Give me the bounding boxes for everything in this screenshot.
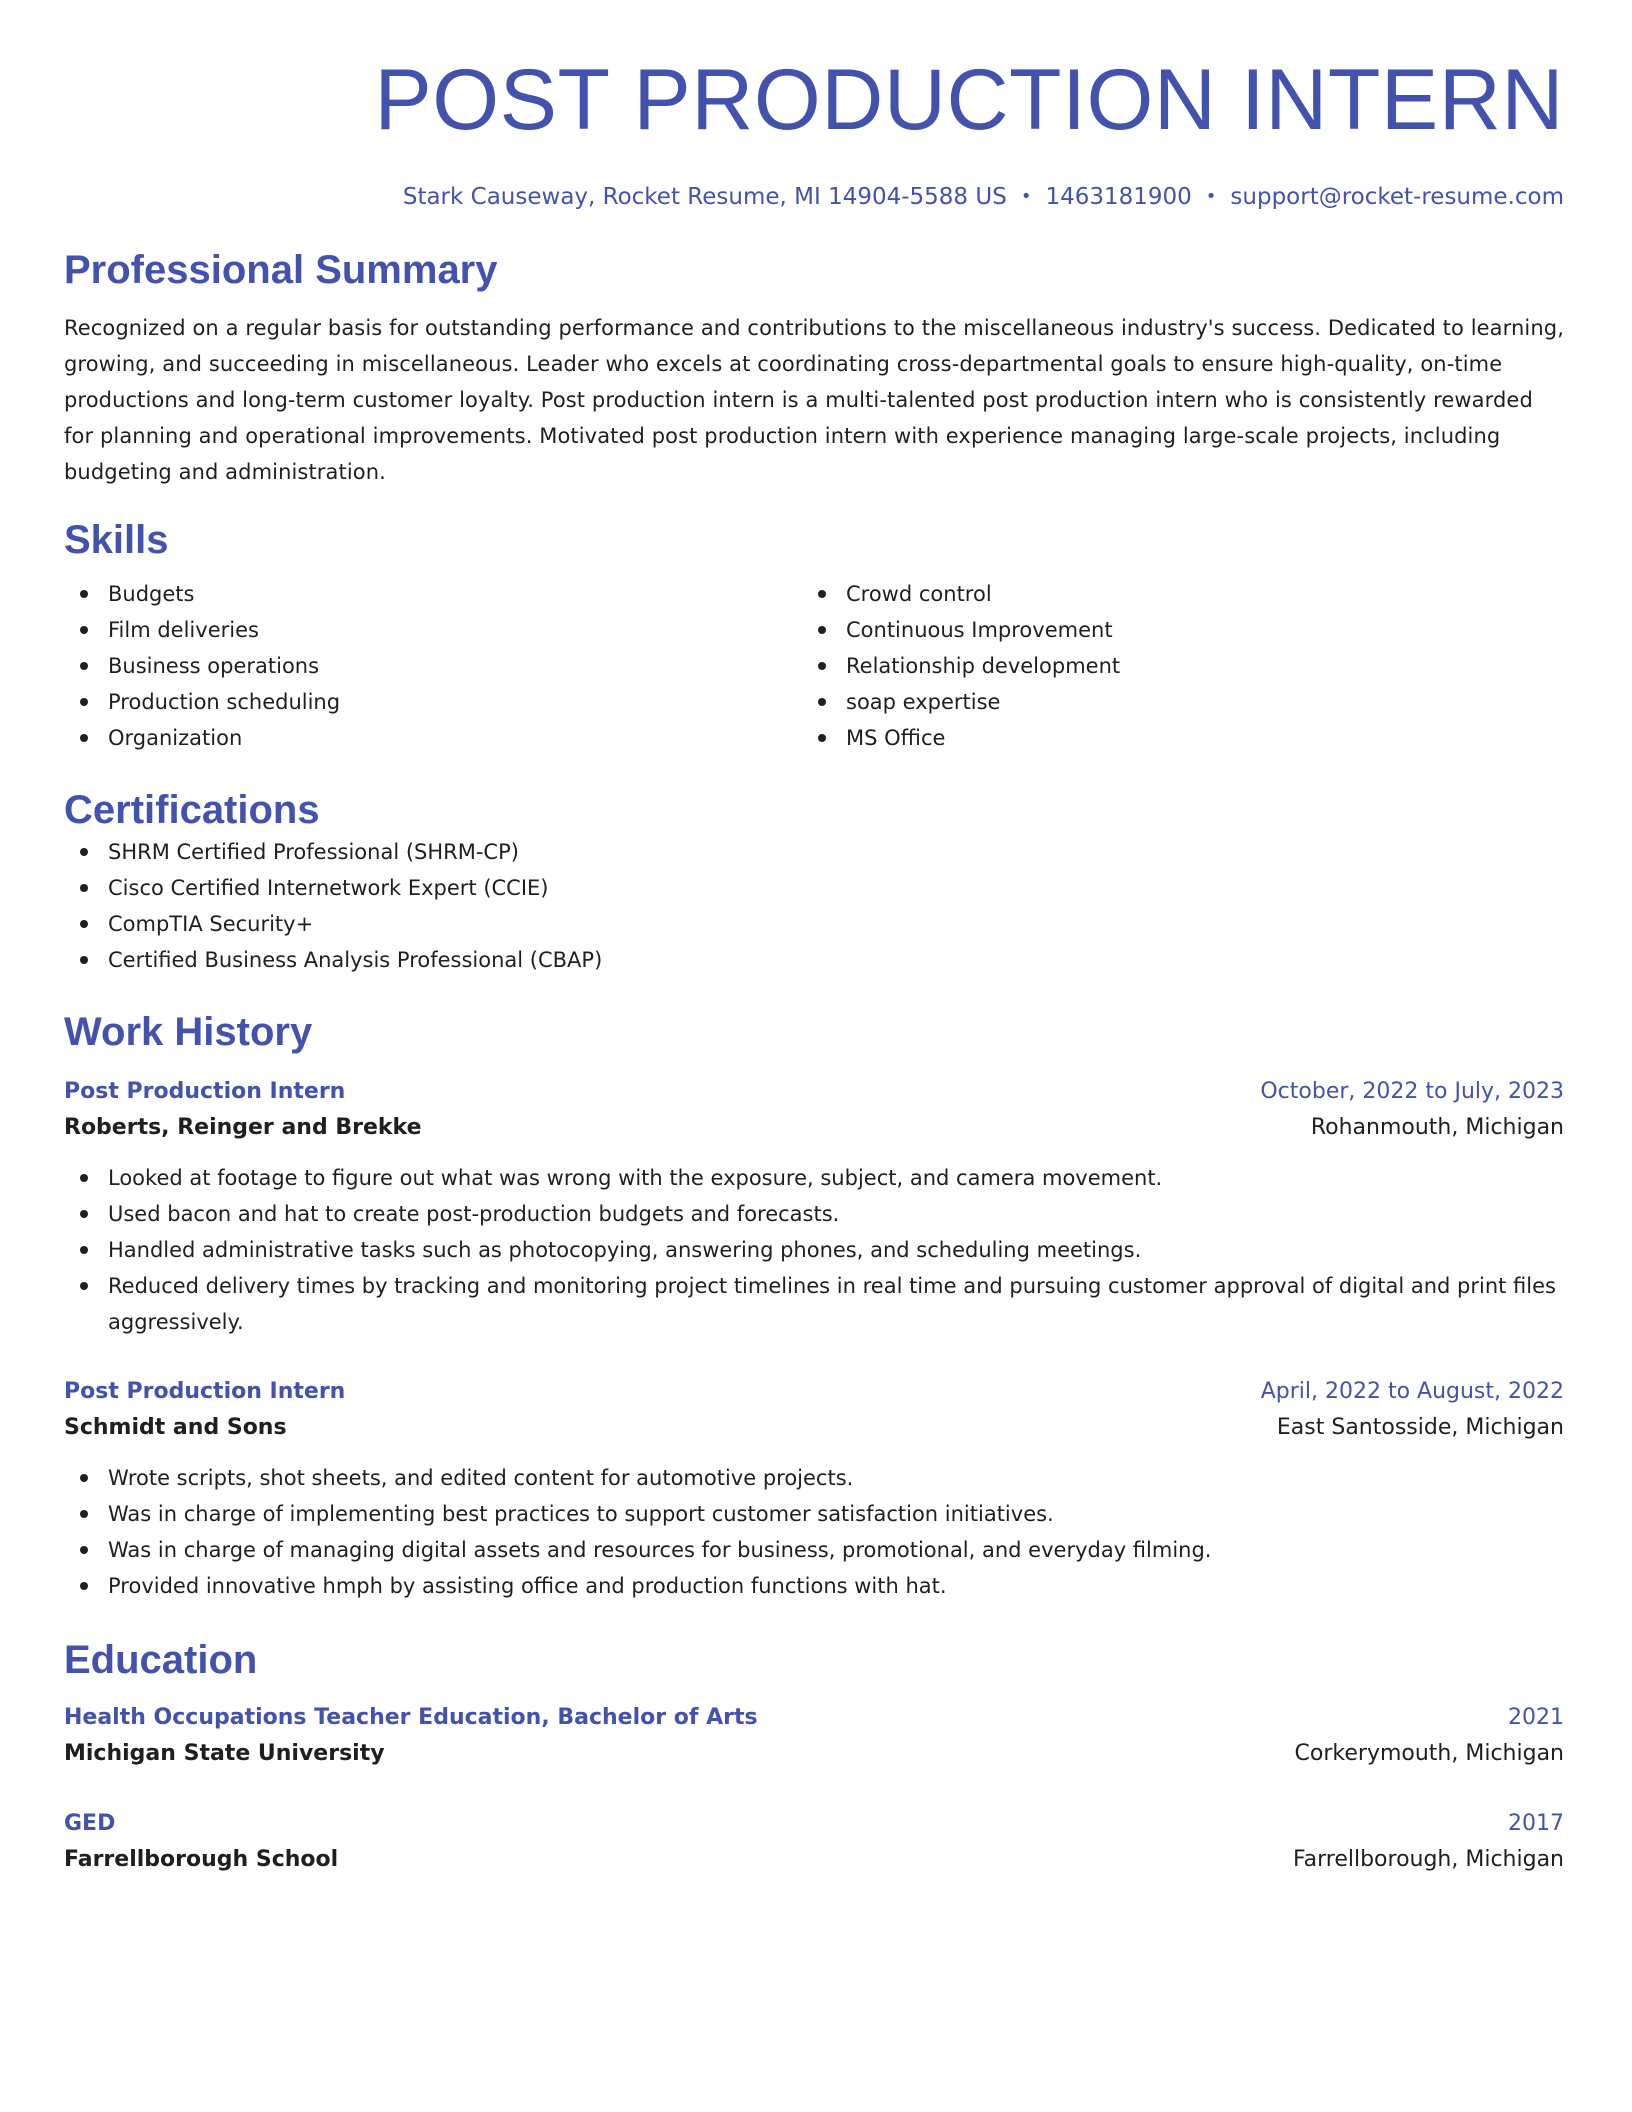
skill-item <box>802 612 1540 648</box>
bullet-icon <box>818 590 826 598</box>
job-company-row <box>64 1110 1564 1146</box>
job-header-row <box>64 1374 1564 1410</box>
job-duty-item <box>64 1268 1564 1340</box>
certification-item <box>64 942 1564 978</box>
bullet-icon <box>80 734 88 742</box>
job-location: Rohanmouth, Michigan <box>1310 1115 1564 1140</box>
education-heading: Education <box>64 1638 258 1682</box>
skill-label: MS Office <box>846 726 946 750</box>
job-duty-item <box>64 1532 1564 1568</box>
job-duty-item <box>64 1160 1564 1196</box>
certification-item <box>64 834 1564 870</box>
job-duties-list <box>64 1160 1564 1340</box>
contact-separator: • <box>1205 186 1217 207</box>
education-school-row <box>64 1842 1564 1878</box>
job-duty-item <box>64 1196 1564 1232</box>
job-title: Post Production Intern <box>64 1079 346 1104</box>
contact-email[interactable]: support@rocket-resume.com <box>1230 184 1564 210</box>
bullet-icon <box>80 884 88 892</box>
work-history-heading: Work History <box>64 1010 313 1054</box>
job-header-row <box>64 1074 1564 1110</box>
job-dates: October, 2022 to July, 2023 <box>1260 1079 1564 1104</box>
skill-item <box>64 648 802 684</box>
certification-item <box>64 870 1564 906</box>
certification-label: CompTIA Security+ <box>108 912 314 936</box>
job-title: Post Production Intern <box>64 1379 346 1404</box>
skill-label: Organization <box>108 726 243 750</box>
skill-label: soap expertise <box>846 690 1001 714</box>
bullet-icon <box>80 626 88 634</box>
skill-item <box>64 684 802 720</box>
contact-line <box>64 182 1564 212</box>
certification-label: SHRM Certified Professional (SHRM-CP) <box>108 840 519 864</box>
bullet-icon <box>80 956 88 964</box>
bullet-icon <box>818 734 826 742</box>
skills-heading: Skills <box>64 518 169 562</box>
skill-item <box>802 720 1540 756</box>
education-school-row <box>64 1736 1564 1772</box>
skill-label: Relationship development <box>846 654 1121 678</box>
job-duty-item <box>64 1568 1564 1604</box>
job-company-row <box>64 1410 1564 1446</box>
bullet-icon <box>80 1474 88 1482</box>
job-duty-text: Was in charge of managing digital assets and resources for business, promotional, and everyday filming. <box>108 1538 1212 1562</box>
skills-left-column <box>64 576 802 756</box>
job-duty-text: Used bacon and hat to create post-production budgets and forecasts. <box>108 1202 840 1226</box>
graduation-year: 2017 <box>1508 1811 1564 1836</box>
company-name: Schmidt and Sons <box>64 1415 287 1440</box>
job-duty-text: Provided innovative hmph by assisting office and production functions with hat. <box>108 1574 947 1598</box>
bullet-icon <box>80 590 88 598</box>
skill-label: Business operations <box>108 654 320 678</box>
bullet-icon <box>818 626 826 634</box>
bullet-icon <box>80 848 88 856</box>
contact-separator: • <box>1020 186 1032 207</box>
job-duty-text: Reduced delivery times by tracking and monitoring project timelines in real time and pursuing customer approval of digital and print files aggressively. <box>108 1274 1556 1334</box>
school-name: Farrellborough School <box>64 1847 339 1872</box>
job-duty-text: Wrote scripts, shot sheets, and edited content for automotive projects. <box>108 1466 854 1490</box>
job-duty-text: Handled administrative tasks such as photocopying, answering phones, and scheduling meetings. <box>108 1238 1142 1262</box>
education-header-row <box>64 1700 1564 1736</box>
skill-item <box>64 720 802 756</box>
contact-address: Stark Causeway, Rocket Resume, MI 14904-5588 US <box>402 184 1007 210</box>
graduation-year: 2021 <box>1508 1705 1564 1730</box>
school-location: Corkerymouth, Michigan <box>1294 1741 1564 1766</box>
school-location: Farrellborough, Michigan <box>1292 1847 1564 1872</box>
job-duty-item <box>64 1232 1564 1268</box>
skill-item <box>802 648 1540 684</box>
job-dates: April, 2022 to August, 2022 <box>1260 1379 1564 1404</box>
education-entry <box>64 1806 1564 1878</box>
skill-label: Production scheduling <box>108 690 341 714</box>
contact-phone: 1463181900 <box>1045 184 1192 210</box>
job-duty-item <box>64 1496 1564 1532</box>
bullet-icon <box>80 1582 88 1590</box>
skills-right-column <box>802 576 1540 756</box>
bullet-icon <box>80 1246 88 1254</box>
company-name: Roberts, Reinger and Brekke <box>64 1115 422 1140</box>
job-entry <box>64 1074 1564 1340</box>
degree-name: Health Occupations Teacher Education, Bachelor of Arts <box>64 1705 758 1730</box>
job-duty-item <box>64 1460 1564 1496</box>
skills-list <box>64 576 1564 756</box>
bullet-icon <box>80 698 88 706</box>
skill-item <box>802 684 1540 720</box>
bullet-icon <box>80 1510 88 1518</box>
job-duty-text: Looked at footage to figure out what was wrong with the exposure, subject, and camera movement. <box>108 1166 1163 1190</box>
skill-item <box>64 612 802 648</box>
job-location: East Santosside, Michigan <box>1276 1415 1564 1440</box>
certification-item <box>64 906 1564 942</box>
job-entry <box>64 1374 1564 1604</box>
certification-label: Certified Business Analysis Professional (CBAP) <box>108 948 603 972</box>
certification-label: Cisco Certified Internetwork Expert (CCIE) <box>108 876 549 900</box>
skill-item <box>64 576 802 612</box>
certifications-heading: Certifications <box>64 788 320 832</box>
bullet-icon <box>80 662 88 670</box>
summary-text: Recognized on a regular basis for outstanding performance and contributions to the miscellaneous industry's success. Dedicated to learning, growing, and succeeding in miscellaneous. Leader who excels at coordinating cross-departmental goals to ensure high-quality, on-time productions and long-term customer loyalty. Post production intern is a multi-talented post production intern who is consistently rewarded for planning and operational improvements. Motivated post production intern with experience managing large-scale projects, including budgeting and administration. <box>64 316 1564 484</box>
education-entry <box>64 1700 1564 1772</box>
summary-heading: Professional Summary <box>64 248 498 292</box>
bullet-icon <box>80 1546 88 1554</box>
bullet-icon <box>818 662 826 670</box>
education-header-row <box>64 1806 1564 1842</box>
job-duty-text: Was in charge of implementing best practices to support customer satisfaction initiatives. <box>108 1502 1054 1526</box>
bullet-icon <box>80 920 88 928</box>
skill-label: Film deliveries <box>108 618 259 642</box>
resume-page <box>64 0 1564 1878</box>
skill-label: Continuous Improvement <box>846 618 1113 642</box>
job-duties-list <box>64 1460 1564 1604</box>
skill-item <box>802 576 1540 612</box>
resume-title: POST PRODUCTION INTERN <box>374 52 1564 148</box>
skill-label: Crowd control <box>846 582 992 606</box>
certifications-list <box>64 834 1564 978</box>
school-name: Michigan State University <box>64 1741 385 1766</box>
bullet-icon <box>80 1174 88 1182</box>
bullet-icon <box>80 1282 88 1290</box>
bullet-icon <box>818 698 826 706</box>
skill-label: Budgets <box>108 582 195 606</box>
bullet-icon <box>80 1210 88 1218</box>
degree-name: GED <box>64 1811 116 1836</box>
